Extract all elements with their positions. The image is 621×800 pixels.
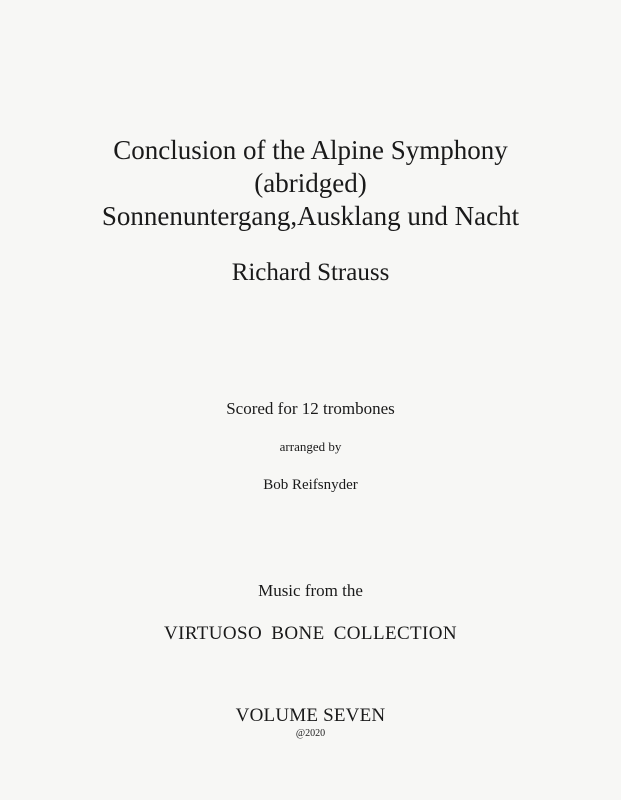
arranger-name: Bob Reifsnyder: [263, 477, 358, 493]
collection-name: VIRTUOSO BONE COLLECTION: [164, 623, 457, 644]
title-line-2: (abridged): [254, 168, 367, 198]
volume-label: VOLUME SEVEN: [235, 705, 386, 726]
arranged-by-text: arranged by: [279, 439, 342, 454]
music-from-text: Music from the: [258, 581, 363, 600]
title-line-1: Conclusion of the Alpine Symphony: [113, 135, 508, 165]
scoring-text: Scored for 12 trombones: [226, 399, 395, 418]
composer-name: Richard Strauss: [231, 259, 390, 286]
copyright-notice: @2020: [295, 728, 326, 739]
title-line-3: Sonnenuntergang,Ausklang und Nacht: [101, 201, 520, 231]
